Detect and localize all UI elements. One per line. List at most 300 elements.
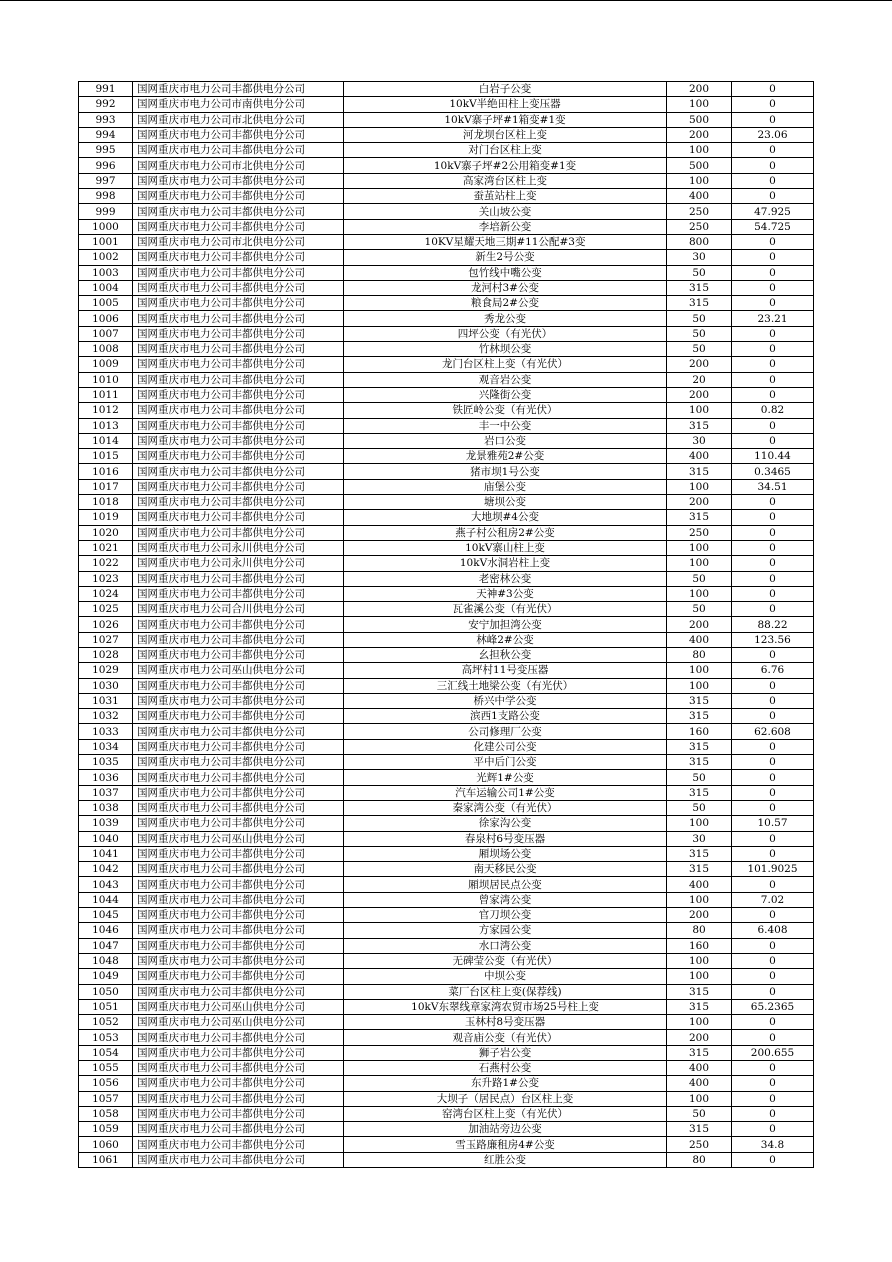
row-number: 1056 [79, 1076, 133, 1091]
transformer-name-cell: 铁匠岭公变（有光伏） [344, 403, 667, 418]
transformer-name-cell: 东升路1#公变 [344, 1076, 667, 1091]
row-number: 1022 [79, 556, 133, 571]
row-number: 1017 [79, 479, 133, 494]
company-cell: 国网重庆市电力公司丰都供电分公司 [133, 647, 344, 662]
capacity-cell: 50 [667, 602, 732, 617]
company-cell: 国网重庆市电力公司丰都供电分公司 [133, 678, 344, 693]
capacity-cell: 80 [667, 923, 732, 938]
capacity-cell: 250 [667, 525, 732, 540]
value-cell: 0 [732, 265, 814, 280]
capacity-cell: 315 [667, 709, 732, 724]
value-cell: 0 [732, 525, 814, 540]
transformer-name-cell: 加油站旁边公变 [344, 1122, 667, 1137]
capacity-cell: 200 [667, 617, 732, 632]
row-number: 1047 [79, 938, 133, 953]
company-cell: 国网重庆市电力公司市北供电分公司 [133, 158, 344, 173]
row-number: 1058 [79, 1106, 133, 1121]
table-row [79, 846, 814, 861]
value-cell: 123.56 [732, 632, 814, 647]
table-row [79, 250, 814, 265]
table-row [79, 923, 814, 938]
value-cell: 200.655 [732, 1045, 814, 1060]
capacity-cell: 30 [667, 250, 732, 265]
company-cell: 国网重庆市电力公司丰都供电分公司 [133, 1152, 344, 1167]
company-cell: 国网重庆市电力公司丰都供电分公司 [133, 892, 344, 907]
value-cell: 0 [732, 387, 814, 402]
transformer-name-cell: 公司修理厂公变 [344, 724, 667, 739]
company-cell: 国网重庆市电力公司巫山供电分公司 [133, 999, 344, 1014]
value-cell: 10.57 [732, 816, 814, 831]
value-cell: 0 [732, 953, 814, 968]
company-cell: 国网重庆市电力公司市北供电分公司 [133, 112, 344, 127]
transformer-name-cell: 大地坝#4公变 [344, 510, 667, 525]
table-row [79, 143, 814, 158]
transformer-name-cell: 南天移民公变 [344, 862, 667, 877]
row-number: 1059 [79, 1122, 133, 1137]
transformer-name-cell: 10kV水洞岩柱上变 [344, 556, 667, 571]
transformer-name-cell: 包竹线中嘴公变 [344, 265, 667, 280]
capacity-cell: 50 [667, 326, 732, 341]
table-row [79, 464, 814, 479]
transformer-name-cell: 燕子村公租房2#公变 [344, 525, 667, 540]
transformer-name-cell: 红胜公变 [344, 1152, 667, 1167]
company-cell: 国网重庆市电力公司丰都供电分公司 [133, 250, 344, 265]
capacity-cell: 20 [667, 372, 732, 387]
row-number: 1001 [79, 234, 133, 249]
company-cell: 国网重庆市电力公司丰都供电分公司 [133, 189, 344, 204]
company-cell: 国网重庆市电力公司丰都供电分公司 [133, 1045, 344, 1060]
row-number: 1052 [79, 1015, 133, 1030]
capacity-cell: 200 [667, 127, 732, 142]
transformer-name-cell: 10kV寨子坪#1箱变#1变 [344, 112, 667, 127]
company-cell: 国网重庆市电力公司丰都供电分公司 [133, 510, 344, 525]
row-number: 1006 [79, 311, 133, 326]
capacity-cell: 250 [667, 219, 732, 234]
value-cell: 0 [732, 709, 814, 724]
table-row [79, 280, 814, 295]
value-cell: 65.2365 [732, 999, 814, 1014]
transformer-name-cell: 雪玉路廉租房4#公变 [344, 1137, 667, 1152]
value-cell: 0 [732, 280, 814, 295]
transformer-name-cell: 龙门台区柱上变（有光伏） [344, 357, 667, 372]
row-number: 1048 [79, 953, 133, 968]
table-row [79, 586, 814, 601]
value-cell: 0 [732, 770, 814, 785]
company-cell: 国网重庆市电力公司丰都供电分公司 [133, 127, 344, 142]
value-cell: 0 [732, 602, 814, 617]
capacity-cell: 100 [667, 143, 732, 158]
table-row [79, 984, 814, 999]
company-cell: 国网重庆市电力公司丰都供电分公司 [133, 984, 344, 999]
table-row [79, 770, 814, 785]
row-number: 1060 [79, 1137, 133, 1152]
row-number: 1011 [79, 387, 133, 402]
row-number: 1053 [79, 1030, 133, 1045]
capacity-cell: 50 [667, 311, 732, 326]
company-cell: 国网重庆市电力公司丰都供电分公司 [133, 632, 344, 647]
capacity-cell: 315 [667, 510, 732, 525]
table-row [79, 632, 814, 647]
table-row [79, 296, 814, 311]
value-cell: 0 [732, 678, 814, 693]
capacity-cell: 50 [667, 800, 732, 815]
transformer-name-cell: 对门台区柱上变 [344, 143, 667, 158]
value-cell: 0 [732, 82, 814, 97]
transformer-name-cell: 滨西1支路公变 [344, 709, 667, 724]
capacity-cell: 315 [667, 862, 732, 877]
transformer-name-cell: 春泉村6号变压器 [344, 831, 667, 846]
capacity-cell: 50 [667, 770, 732, 785]
row-number: 1025 [79, 602, 133, 617]
table-row [79, 82, 814, 97]
transformer-name-cell: 三汇线土地梁公变（有光伏） [344, 678, 667, 693]
value-cell: 110.44 [732, 449, 814, 464]
table-row [79, 953, 814, 968]
transformer-name-cell: 光辉1#公变 [344, 770, 667, 785]
capacity-cell: 315 [667, 1122, 732, 1137]
row-number: 999 [79, 204, 133, 219]
transformer-name-cell: 平中后门公变 [344, 755, 667, 770]
row-number: 1007 [79, 326, 133, 341]
table-row [79, 1015, 814, 1030]
row-number: 1036 [79, 770, 133, 785]
capacity-cell: 315 [667, 296, 732, 311]
value-cell: 0 [732, 1122, 814, 1137]
value-cell: 0 [732, 1076, 814, 1091]
value-cell: 0 [732, 969, 814, 984]
row-number: 1034 [79, 739, 133, 754]
row-number: 1003 [79, 265, 133, 280]
row-number: 1027 [79, 632, 133, 647]
table-row [79, 800, 814, 815]
company-cell: 国网重庆市电力公司丰都供电分公司 [133, 403, 344, 418]
transformer-name-cell: 高家湾台区柱上变 [344, 173, 667, 188]
company-cell: 国网重庆市电力公司永川供电分公司 [133, 556, 344, 571]
row-number: 1021 [79, 540, 133, 555]
capacity-cell: 100 [667, 663, 732, 678]
value-cell: 23.21 [732, 311, 814, 326]
transformer-name-cell: 10kV寨子坪#2公用箱变#1变 [344, 158, 667, 173]
value-cell: 0 [732, 785, 814, 800]
table-row [79, 877, 814, 892]
table-row [79, 158, 814, 173]
value-cell: 0 [732, 296, 814, 311]
row-number: 992 [79, 97, 133, 112]
table-row [79, 127, 814, 142]
capacity-cell: 400 [667, 449, 732, 464]
capacity-cell: 30 [667, 831, 732, 846]
transformer-name-cell: 丰一中公变 [344, 418, 667, 433]
table-row [79, 602, 814, 617]
value-cell: 0 [732, 739, 814, 754]
transformer-name-cell: 窑湾台区柱上变（有光伏） [344, 1106, 667, 1121]
capacity-cell: 50 [667, 571, 732, 586]
company-cell: 国网重庆市电力公司丰都供电分公司 [133, 1030, 344, 1045]
table-row [79, 540, 814, 555]
row-number: 1024 [79, 586, 133, 601]
table-row [79, 525, 814, 540]
row-number: 1018 [79, 495, 133, 510]
transformer-name-cell: 高坪村11号变压器 [344, 663, 667, 678]
capacity-cell: 200 [667, 495, 732, 510]
capacity-cell: 250 [667, 204, 732, 219]
row-number: 1002 [79, 250, 133, 265]
value-cell: 0 [732, 112, 814, 127]
company-cell: 国网重庆市电力公司丰都供电分公司 [133, 372, 344, 387]
capacity-cell: 100 [667, 678, 732, 693]
value-cell: 0 [732, 189, 814, 204]
company-cell: 国网重庆市电力公司丰都供电分公司 [133, 342, 344, 357]
row-number: 1019 [79, 510, 133, 525]
capacity-cell: 500 [667, 112, 732, 127]
value-cell: 0 [732, 1015, 814, 1030]
row-number: 997 [79, 173, 133, 188]
capacity-cell: 200 [667, 82, 732, 97]
transformer-name-cell: 老密林公变 [344, 571, 667, 586]
capacity-cell: 315 [667, 785, 732, 800]
capacity-cell: 100 [667, 556, 732, 571]
table-row [79, 1045, 814, 1060]
value-cell: 0 [732, 173, 814, 188]
row-number: 1043 [79, 877, 133, 892]
value-cell: 0 [732, 234, 814, 249]
value-cell: 0 [732, 693, 814, 708]
transformer-name-cell: 塘坝公变 [344, 495, 667, 510]
table-row [79, 342, 814, 357]
row-number: 1044 [79, 892, 133, 907]
company-cell: 国网重庆市电力公司丰都供电分公司 [133, 433, 344, 448]
company-cell: 国网重庆市电力公司丰都供电分公司 [133, 357, 344, 372]
row-number: 1049 [79, 969, 133, 984]
company-cell: 国网重庆市电力公司丰都供电分公司 [133, 387, 344, 402]
value-cell: 0 [732, 1091, 814, 1106]
value-cell: 0 [732, 143, 814, 158]
table-row [79, 1152, 814, 1167]
table-row [79, 999, 814, 1014]
transformer-name-cell: 白岩子公变 [344, 82, 667, 97]
capacity-cell: 50 [667, 1106, 732, 1121]
value-cell: 0 [732, 250, 814, 265]
company-cell: 国网重庆市电力公司丰都供电分公司 [133, 846, 344, 861]
transformer-name-cell: 10kV半绝田柱上变压器 [344, 97, 667, 112]
row-number: 995 [79, 143, 133, 158]
capacity-cell: 800 [667, 234, 732, 249]
capacity-cell: 160 [667, 938, 732, 953]
table-row [79, 433, 814, 448]
transformer-name-cell: 菜厂台区柱上变(保荐线) [344, 984, 667, 999]
row-number: 1057 [79, 1091, 133, 1106]
transformer-name-cell: 蚕茧站柱上变 [344, 189, 667, 204]
table-row [79, 418, 814, 433]
capacity-cell: 315 [667, 1045, 732, 1060]
capacity-cell: 100 [667, 969, 732, 984]
value-cell: 0 [732, 342, 814, 357]
value-cell: 0 [732, 357, 814, 372]
row-number: 1030 [79, 678, 133, 693]
transformer-name-cell: 10kV寨山柱上变 [344, 540, 667, 555]
transformer-name-cell: 幺担秋公变 [344, 647, 667, 662]
row-number: 993 [79, 112, 133, 127]
value-cell: 88.22 [732, 617, 814, 632]
row-number: 1037 [79, 785, 133, 800]
value-cell: 7.02 [732, 892, 814, 907]
capacity-cell: 100 [667, 479, 732, 494]
value-cell: 0 [732, 647, 814, 662]
capacity-cell: 100 [667, 540, 732, 555]
company-cell: 国网重庆市电力公司丰都供电分公司 [133, 1122, 344, 1137]
value-cell: 0 [732, 938, 814, 953]
table-row [79, 831, 814, 846]
table-row [79, 739, 814, 754]
company-cell: 国网重庆市电力公司合川供电分公司 [133, 602, 344, 617]
value-cell: 0 [732, 495, 814, 510]
row-number: 1010 [79, 372, 133, 387]
table-row [79, 173, 814, 188]
transformer-table [78, 81, 814, 1168]
value-cell: 0 [732, 800, 814, 815]
value-cell: 0 [732, 158, 814, 173]
table-row [79, 189, 814, 204]
row-number: 1039 [79, 816, 133, 831]
row-number: 1046 [79, 923, 133, 938]
table-row [79, 97, 814, 112]
row-number: 1042 [79, 862, 133, 877]
transformer-name-cell: 大坝子（居民点）台区柱上变 [344, 1091, 667, 1106]
capacity-cell: 315 [667, 739, 732, 754]
company-cell: 国网重庆市电力公司丰都供电分公司 [133, 173, 344, 188]
table-row [79, 678, 814, 693]
value-cell: 0 [732, 1152, 814, 1167]
capacity-cell: 315 [667, 418, 732, 433]
row-number: 1045 [79, 908, 133, 923]
company-cell: 国网重庆市电力公司丰都供电分公司 [133, 143, 344, 158]
row-number: 1000 [79, 219, 133, 234]
company-cell: 国网重庆市电力公司丰都供电分公司 [133, 755, 344, 770]
value-cell: 0 [732, 372, 814, 387]
table-body [79, 82, 814, 1168]
capacity-cell: 400 [667, 1076, 732, 1091]
value-cell: 0 [732, 418, 814, 433]
company-cell: 国网重庆市电力公司丰都供电分公司 [133, 816, 344, 831]
value-cell: 0 [732, 571, 814, 586]
table-row [79, 372, 814, 387]
capacity-cell: 200 [667, 908, 732, 923]
row-number: 1035 [79, 755, 133, 770]
value-cell: 0 [732, 755, 814, 770]
company-cell: 国网重庆市电力公司丰都供电分公司 [133, 739, 344, 754]
transformer-name-cell: 竹林坝公变 [344, 342, 667, 357]
company-cell: 国网重庆市电力公司丰都供电分公司 [133, 449, 344, 464]
company-cell: 国网重庆市电力公司丰都供电分公司 [133, 296, 344, 311]
table-row [79, 1091, 814, 1106]
row-number: 1038 [79, 800, 133, 815]
transformer-name-cell: 天神#3公变 [344, 586, 667, 601]
transformer-name-cell: 10KV星耀天地三期#11公配#3变 [344, 234, 667, 249]
capacity-cell: 315 [667, 755, 732, 770]
table-row [79, 556, 814, 571]
company-cell: 国网重庆市电力公司丰都供电分公司 [133, 862, 344, 877]
row-number: 991 [79, 82, 133, 97]
table-row [79, 265, 814, 280]
value-cell: 47.925 [732, 204, 814, 219]
row-number: 1055 [79, 1061, 133, 1076]
value-cell: 0 [732, 510, 814, 525]
company-cell: 国网重庆市电力公司巫山供电分公司 [133, 831, 344, 846]
transformer-name-cell: 秀龙公变 [344, 311, 667, 326]
company-cell: 国网重庆市电力公司巫山供电分公司 [133, 663, 344, 678]
capacity-cell: 50 [667, 265, 732, 280]
transformer-name-cell: 曾家湾公变 [344, 892, 667, 907]
capacity-cell: 160 [667, 724, 732, 739]
row-number: 1028 [79, 647, 133, 662]
company-cell: 国网重庆市电力公司丰都供电分公司 [133, 571, 344, 586]
row-number: 1031 [79, 693, 133, 708]
company-cell: 国网重庆市电力公司巫山供电分公司 [133, 1015, 344, 1030]
value-cell: 0 [732, 556, 814, 571]
capacity-cell: 250 [667, 1137, 732, 1152]
row-number: 1054 [79, 1045, 133, 1060]
value-cell: 0 [732, 540, 814, 555]
transformer-name-cell: 官刀坝公变 [344, 908, 667, 923]
row-number: 1032 [79, 709, 133, 724]
capacity-cell: 315 [667, 464, 732, 479]
company-cell: 国网重庆市电力公司丰都供电分公司 [133, 1137, 344, 1152]
transformer-name-cell: 狮子岩公变 [344, 1045, 667, 1060]
table-row [79, 617, 814, 632]
row-number: 1051 [79, 999, 133, 1014]
capacity-cell: 100 [667, 403, 732, 418]
transformer-name-cell: 化建公司公变 [344, 739, 667, 754]
capacity-cell: 100 [667, 97, 732, 112]
table-row [79, 311, 814, 326]
company-cell: 国网重庆市电力公司丰都供电分公司 [133, 495, 344, 510]
table-row [79, 1030, 814, 1045]
table-row [79, 1061, 814, 1076]
transformer-name-cell: 四坪公变（有光伏） [344, 326, 667, 341]
company-cell: 国网重庆市电力公司丰都供电分公司 [133, 82, 344, 97]
table-row [79, 326, 814, 341]
capacity-cell: 315 [667, 999, 732, 1014]
table-row [79, 219, 814, 234]
company-cell: 国网重庆市电力公司丰都供电分公司 [133, 785, 344, 800]
capacity-cell: 30 [667, 433, 732, 448]
table-row [79, 357, 814, 372]
capacity-cell: 80 [667, 1152, 732, 1167]
transformer-name-cell: 岩口公变 [344, 433, 667, 448]
transformer-name-cell: 厢坝居民点公变 [344, 877, 667, 892]
capacity-cell: 400 [667, 877, 732, 892]
row-number: 1005 [79, 296, 133, 311]
row-number: 1026 [79, 617, 133, 632]
capacity-cell: 315 [667, 984, 732, 999]
row-number: 1020 [79, 525, 133, 540]
value-cell: 0.82 [732, 403, 814, 418]
transformer-name-cell: 石燕村公变 [344, 1061, 667, 1076]
row-number: 1013 [79, 418, 133, 433]
company-cell: 国网重庆市电力公司丰都供电分公司 [133, 908, 344, 923]
transformer-name-cell: 河龙坝台区柱上变 [344, 127, 667, 142]
transformer-name-cell: 粮食局2#公变 [344, 296, 667, 311]
transformer-name-cell: 桥兴中学公变 [344, 693, 667, 708]
company-cell: 国网重庆市电力公司丰都供电分公司 [133, 1091, 344, 1106]
value-cell: 0 [732, 433, 814, 448]
table-row [79, 892, 814, 907]
table-row [79, 693, 814, 708]
table-row [79, 204, 814, 219]
company-cell: 国网重庆市电力公司丰都供电分公司 [133, 693, 344, 708]
value-cell: 6.76 [732, 663, 814, 678]
table-row [79, 785, 814, 800]
